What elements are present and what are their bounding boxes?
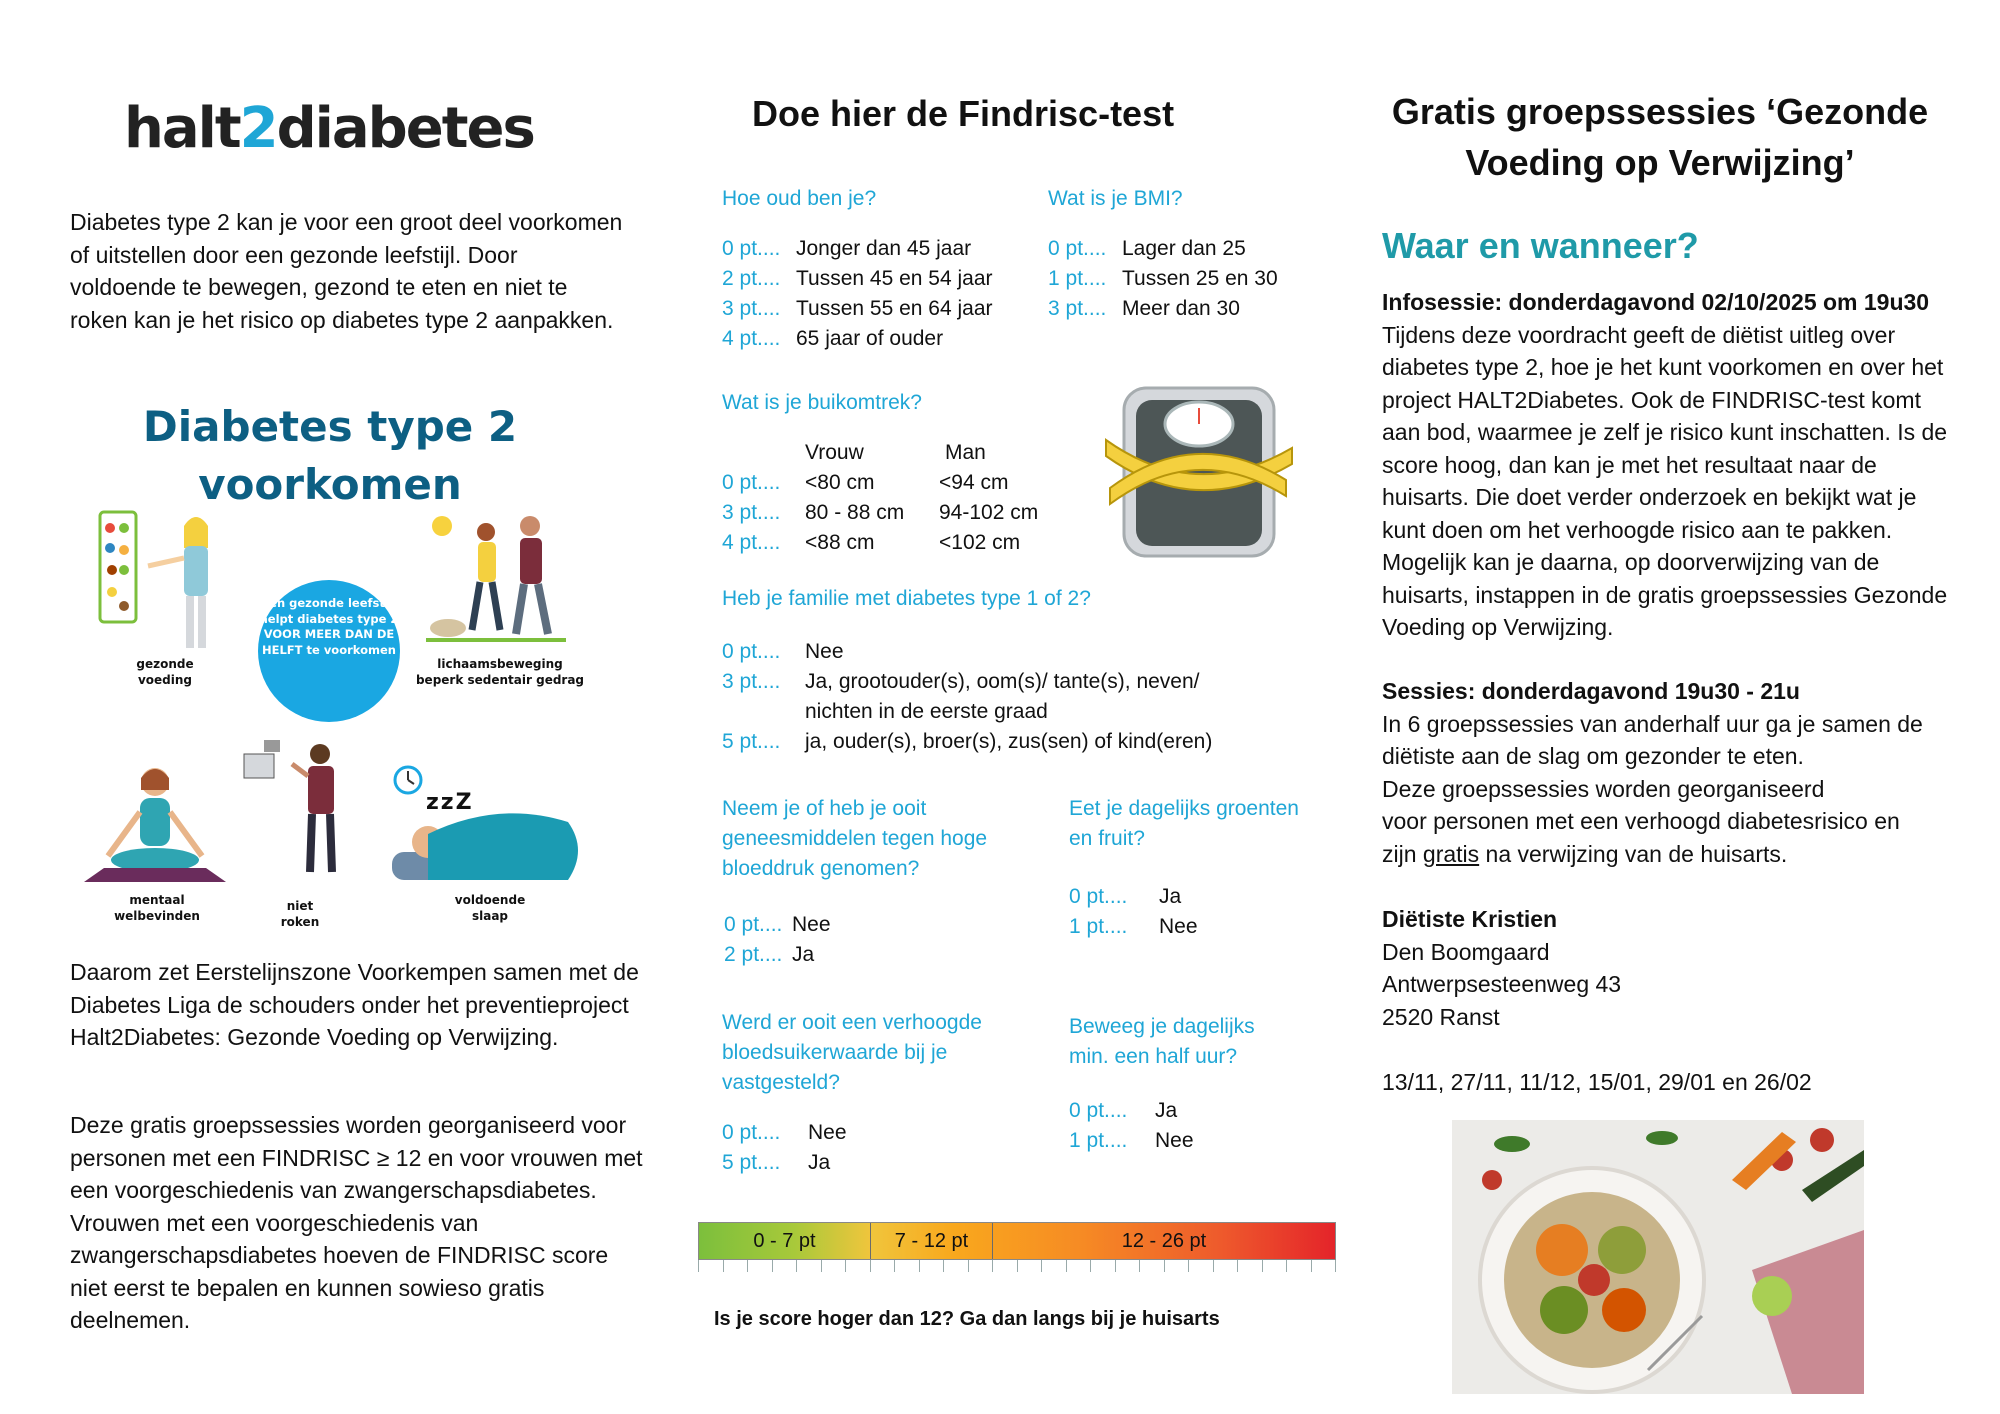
age-row: 3 pt.... Tussen 55 en 64 jaar [722, 297, 993, 320]
prevention-badge: Een gezonde leefstijl helpt diabetes type 2 VOOR MEER DAN DE HELFT te voorkomen [258, 580, 400, 722]
age-row: 0 pt.... Jonger dan 45 jaar [722, 237, 972, 260]
score-scale-ticks [698, 1260, 1336, 1274]
halt2diabetes-logo [124, 96, 534, 161]
walking-couple-illustration [426, 510, 576, 650]
waist-row: 0 pt.... <80 cm <94 cm [722, 471, 1009, 494]
project-paragraph: Daarom zet Eerstelijnszone Voorkempen samen met de Diabetes Liga de schouders onder het preventieproject Halt2Diabetes: Gezonde Voeding op Verwijzing. [70, 959, 639, 1050]
findrisc-title: Doe hier de Findrisc-test [752, 93, 1175, 134]
score-segment-low: 0 - 7 pt [699, 1223, 871, 1259]
sleep-zzz: zzZ [426, 790, 474, 815]
vegetables-question: Eet je dagelijks groenten en fruit? [1069, 797, 1299, 850]
vegetables-row: 1 pt.... Nee [1069, 915, 1198, 938]
family-question: Heb je familie met diabetes type 1 of 2? [722, 587, 1091, 610]
waist-col-women: Vrouw [805, 441, 864, 464]
bloodsugar-row: 0 pt.... Nee [722, 1121, 847, 1144]
label-movement-line2: beperk sedentair gedrag [415, 673, 585, 687]
session-dates: 13/11, 27/11, 11/12, 15/01, 29/01 en 26/02 [1382, 1069, 1812, 1095]
infosession-text: Tijdens deze voordracht geeft de diëtist uitleg over diabetes type 2, hoe je het kunt voorkomen en over het project HALT2Diabetes. Ook de FINDRISC-test komt aan bod, waarmee je zelf je risico kunt inschatten. Is de score hoog, dan kan je met het resultaat naar de huisarts. Die doet verder onderzoek en bekijkt wat je kunt doen om het verhoogde risico aan te pakken. Mogelijk kan je daarna, op doorverwijzing van de huisarts, instappen in de gratis groepssessies Gezonde Voeding op Verwijzing. [1382, 321, 1948, 640]
sessions-block: Sessies: donderdagavond 19u30 - 21u In 6 groepssessies van anderhalf uur ga je samen de diëtiste aan de slag om gezonder te eten. Deze groepssessies worden georganiseerd voor personen met een verhoogd diabetesrisico en zijn gratis na verwijzing van de huisarts. [1382, 675, 1982, 870]
exercise-row: 1 pt.... Nee [1069, 1129, 1194, 1152]
label-movement-line1: lichaamsbeweging [437, 657, 563, 671]
infographic-title [120, 398, 540, 514]
waist-col-men: Man [945, 441, 986, 464]
sessions-title-line1: Gratis groepssessies ‘Gezonde [1391, 91, 1929, 132]
contact-name: Diëtiste Kristien [1382, 906, 1558, 932]
score-footer-note: Is je score hoger dan 12? Ga dan langs bij je huisarts [714, 1308, 1220, 1330]
sessions-heading: Sessies: donderdagavond 19u30 - 21u [1382, 678, 1800, 704]
infosession-heading: Infosessie: donderdagavond 02/10/2025 om 19u30 [1382, 289, 1930, 315]
age-question: Hoe oud ben je? [722, 187, 877, 210]
free-highlight: gratis [1422, 840, 1480, 867]
label-sleep: voldoende slaap [454, 893, 526, 923]
score-segment-high: 12 - 26 pt [1121, 1230, 1207, 1252]
sessions-title-line2: Voeding op Verwijzing’ [1465, 142, 1855, 183]
family-row: 3 pt.... Ja, grootouder(s), oom(s)/ tante(s), neven/ [722, 670, 1200, 693]
bloodsugar-question: Werd er ooit een verhoogde bloedsuikerwaarde bij je vastgesteld? [722, 1011, 982, 1094]
contact-place: Den Boomgaard [1382, 938, 1550, 965]
bmi-row: 0 pt.... Lager dan 25 [1048, 237, 1246, 260]
bmi-row: 1 pt.... Tussen 25 en 30 [1048, 267, 1278, 290]
waist-header [722, 438, 986, 468]
infosession-block [1382, 286, 1962, 644]
no-smoking-illustration [240, 740, 360, 880]
family-row: 5 pt.... ja, ouder(s), broer(s), zus(sen) of kind(eren) [722, 730, 1213, 753]
where-when-subtitle: Waar en wanneer? [1382, 225, 1699, 266]
label-mental: mentaal welbevinden [114, 893, 200, 923]
age-row: 2 pt.... Tussen 45 en 54 jaar [722, 267, 993, 290]
score-segment-medium: 7 - 12 pt [871, 1223, 993, 1259]
infographic-title-line1: Diabetes type 2 [142, 402, 518, 451]
label-healthy-food: gezonde voeding [136, 657, 194, 687]
label-movement [410, 656, 590, 688]
waist-question: Wat is je buikomtrek? [722, 391, 922, 414]
contact-city: 2520 Ranst [1382, 1003, 1500, 1030]
logo-part-diabetes: diabetes [276, 96, 534, 161]
healthy-food-illustration [96, 508, 226, 658]
exercise-row: 0 pt.... Ja [1069, 1099, 1178, 1122]
eligibility-paragraph: Deze gratis groepssessies worden georganiseerd voor personen met een FINDRISC ≥ 12 en voor vrouwen met een voorgeschiedenis van zwangerschapsdiabetes. Vrouwen met een voorgeschiedenis van zwangerschapsdiabetes hoeven de FINDRISC score niet eerst te bepalen en kunnen sowieso gratis deelnemen. [70, 1112, 643, 1333]
exercise-question: Beweeg je dagelijks min. een half uur? [1069, 1015, 1255, 1068]
sessions-title [1360, 86, 1960, 188]
intro-paragraph: Diabetes type 2 kan je voor een groot deel voorkomen of uitstellen door een gezonde leefstijl. Door voldoende te bewegen, gezond te eten en niet te roken kan je het risico op diabetes type 2 aanpakken. [70, 209, 623, 333]
family-row: 0 pt.... Nee [722, 640, 844, 663]
bloodsugar-row: 5 pt.... Ja [722, 1151, 831, 1174]
bmi-question: Wat is je BMI? [1048, 187, 1183, 210]
meditation-illustration [84, 760, 226, 886]
bloodpressure-question: Neem je of heb je ooit geneesmiddelen tegen hoge bloeddruk genomen? [722, 797, 988, 880]
bmi-row: 3 pt.... Meer dan 30 [1048, 297, 1240, 320]
bloodpressure-row: 0 pt.... Nee [724, 913, 831, 936]
logo-part-halt: halt [124, 96, 240, 161]
label-no-smoking: niet roken [280, 899, 320, 929]
age-row: 4 pt.... 65 jaar of ouder [722, 327, 944, 350]
infographic-title-line2: voorkomen [198, 460, 462, 509]
score-scale [698, 1222, 1336, 1260]
contact-block [1382, 903, 1962, 1033]
sleeping-illustration [388, 760, 588, 886]
waist-row: 4 pt.... <88 cm <102 cm [722, 531, 1021, 554]
scale-measuring-tape-illustration [1096, 384, 1296, 560]
logo-part-2: 2 [239, 96, 277, 161]
family-row: nichten in de eerste graad [805, 700, 1048, 723]
contact-street: Antwerpsesteenweg 43 [1382, 971, 1622, 997]
bloodpressure-row: 2 pt.... Ja [724, 943, 815, 966]
waist-row: 3 pt.... 80 - 88 cm 94-102 cm [722, 501, 1039, 524]
healthy-bowl-photo [1452, 1120, 1864, 1394]
vegetables-row: 0 pt.... Ja [1069, 885, 1182, 908]
